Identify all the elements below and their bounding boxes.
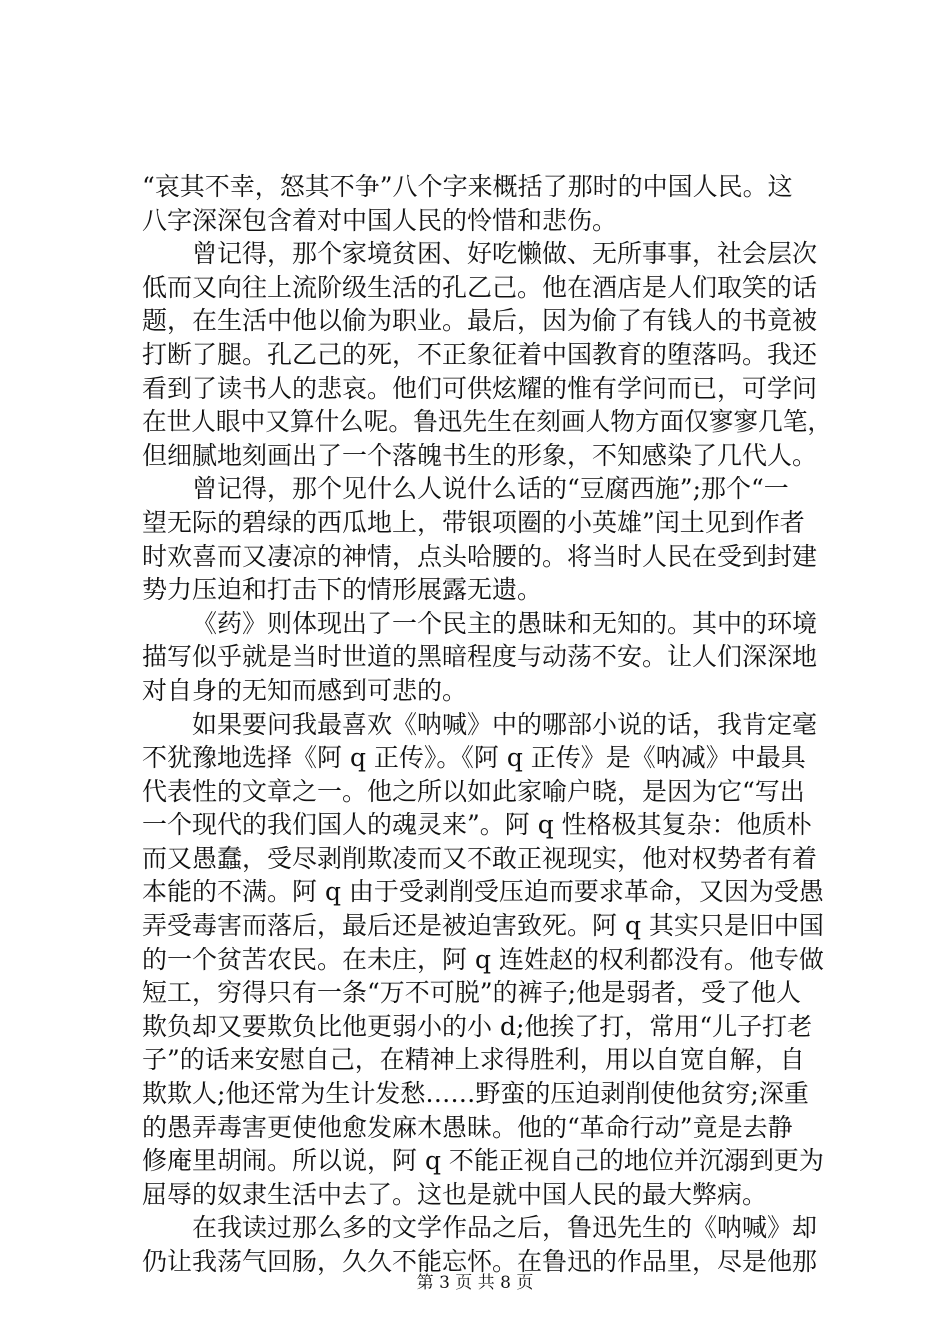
text-line: 弄受毒害而落后，最后还是被迫害致死。阿 q 其实只是旧中国	[142, 911, 824, 941]
text-line: 欺负却又要欺负比他更弱小的小 d;他挨了打，常用“儿子打老	[142, 1011, 813, 1041]
text-line: 代表性的文章之一。他之所以如此家喻户晓，是因为它“写出	[142, 776, 805, 806]
text-line: 打断了腿。孔乙己的死，不正象征着中国教育的堕落吗。我还	[142, 339, 818, 369]
text-line: 一个现代的我们国人的魂灵来”。阿 q 性格极其复杂：他质朴	[142, 810, 812, 840]
text-line: 曾记得，那个家境贫困、好吃懒做、无所事事，社会层次	[192, 239, 818, 269]
text-line: 时欢喜而又凄凉的神情，点头哈腰的。将当时人民在受到封建	[142, 541, 818, 571]
page-footer: 第 3 页 共 8 页	[416, 1273, 534, 1293]
text-line: 对自身的无知而感到可悲的。	[142, 675, 468, 705]
text-line: 曾记得，那个见什么人说什么话的“豆腐西施”;那个“一	[192, 474, 789, 504]
text-line: 描写似乎就是当时世道的黑暗程度与动荡不安。让人们深深地	[142, 642, 818, 672]
text-line: 子”的话来安慰自己，在精神上求得胜利，用以自宽自解，自	[142, 1045, 805, 1075]
text-line: 低而又向往上流阶级生活的孔乙己。他在酒店是人们取笑的话	[142, 272, 818, 302]
text-line: 《药》则体现出了一个民主的愚昧和无知的。其中的环境	[192, 608, 818, 638]
text-line: 在世人眼中又算什么呢。鲁迅先生在刻画人物方面仅寥寥几笔，	[142, 407, 833, 437]
text-line: 短工，穷得只有一条“万不可脱”的裤子;他是弱者，受了他人	[142, 978, 801, 1008]
text-line: 在我读过那么多的文学作品之后，鲁迅先生的《呐喊》却	[192, 1213, 818, 1243]
text-line: 仍让我荡气回肠，久久不能忘怀。在鲁迅的作品里，尽是他那	[142, 1247, 818, 1276]
text-line: 屈辱的奴隶生活中去了。这也是就中国人民的最大弊病。	[142, 1179, 768, 1209]
body-text	[142, 170, 832, 1279]
text-line: 题，在生活中他以偷为职业。最后，因为偷了有钱人的书竟被	[142, 306, 818, 336]
text-line: 八字深深包含着对中国人民的怜惜和悲伤。	[142, 205, 618, 235]
text-line: 本能的不满。阿 q 由于受剥削受压迫而要求革命，又因为受愚	[142, 877, 824, 907]
text-line: 如果要问我最喜欢《呐喊》中的哪部小说的话，我肯定毫	[192, 709, 818, 739]
text-line: 欺欺人;他还常为生计发愁……野蛮的压迫剥削使他贫穷;深重	[142, 1079, 809, 1109]
text-line: 但细腻地刻画出了一个落魄书生的形象，不知感染了几代人。	[142, 440, 818, 470]
text-line: 的一个贫苦农民。在未庄，阿 q 连姓赵的权利都没有。他专做	[142, 944, 824, 974]
text-line: “哀其不幸，怒其不争”八个字来概括了那时的中国人民。这	[142, 172, 793, 201]
text-line: 不犹豫地选择《阿 q 正传》。《阿 q 正传》是《呐减》中最具	[142, 743, 806, 773]
text-line: 而又愚蠢，受尽剥削欺凌而又不敢正视现实，他对权势者有着	[142, 843, 818, 873]
text-line: 势力压迫和打击下的情形展露无遗。	[142, 575, 543, 605]
text-line: 修庵里胡闹。所以说，阿 q 不能正视自己的地位并沉溺到更为	[142, 1146, 824, 1176]
text-line: 的愚弄毒害更使他愈发麻木愚昧。他的“革命行动”竟是去静	[142, 1112, 793, 1142]
text-line: 看到了读书人的悲哀。他们可供炫耀的惟有学问而已，可学问	[142, 373, 818, 403]
text-line: 望无际的碧绿的西瓜地上，带银项圈的小英雄”闰土见到作者	[142, 507, 805, 537]
